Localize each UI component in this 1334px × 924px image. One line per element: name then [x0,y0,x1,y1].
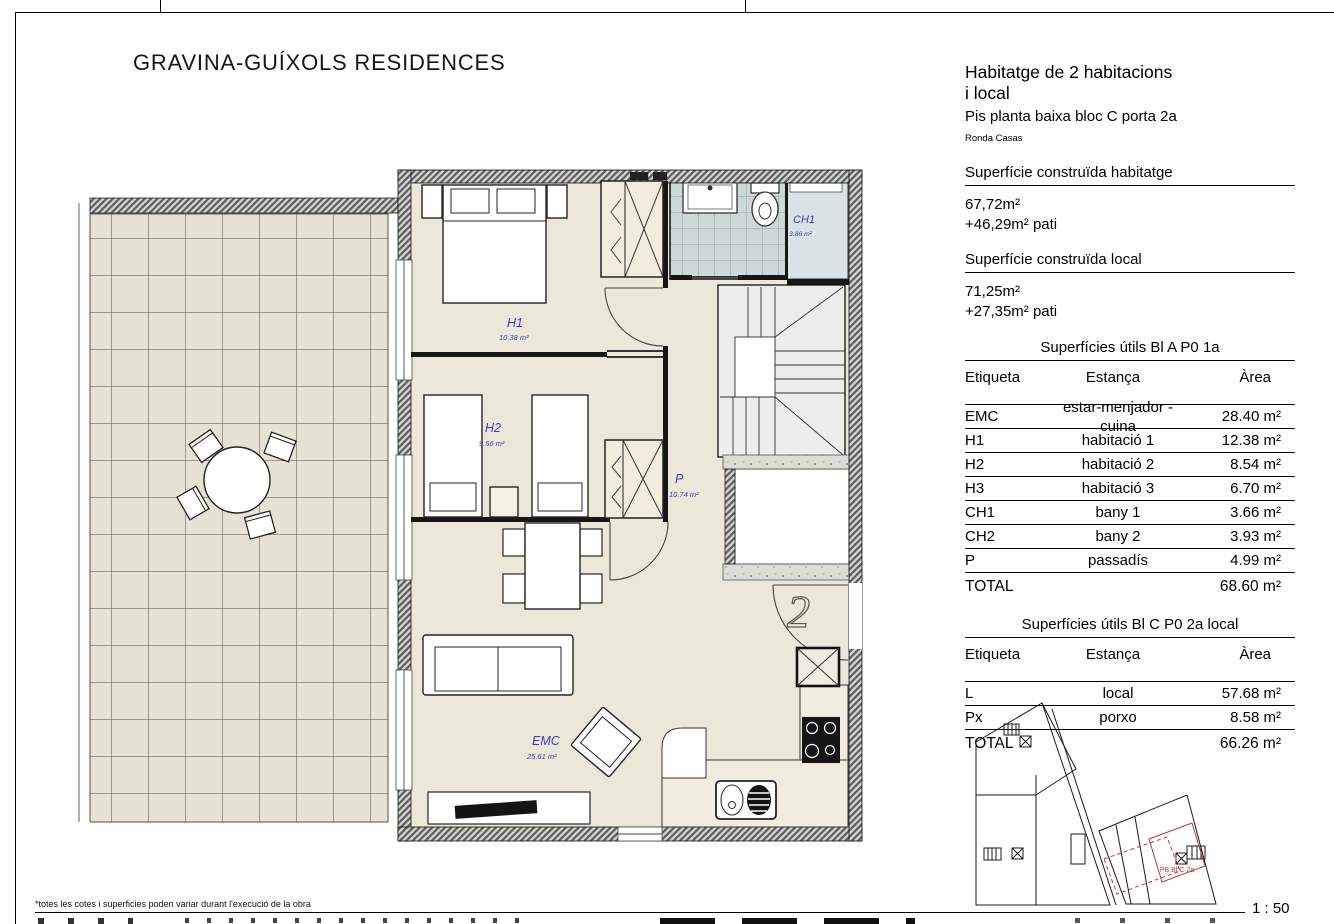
sliding-door [692,276,738,278]
pillow [538,483,582,511]
table-total-row: TOTAL 66.26 m² [965,729,1295,756]
wardrobe-h2 [605,440,663,518]
scale-label: 1 : 50 [1252,900,1290,917]
frame-tick [160,0,161,12]
concrete-wall [723,564,862,580]
table-title: Superfícies útils Bl A P0 1a [965,338,1295,361]
wall [787,279,849,285]
patio [79,198,398,822]
sink-bowl [721,785,743,815]
patio-table [204,447,270,513]
counter-end [662,728,706,778]
table-row: CH1 bany 1 3.66 m² [965,500,1295,524]
dining-table [525,523,580,609]
titleblock-cut-text [1075,918,1243,923]
unit-heading-line2: i local [965,83,1010,103]
table-row: P passadís 4.99 m² [965,548,1295,572]
areas-table-dwelling [965,338,1295,599]
chair [503,529,525,556]
pillow [430,483,476,511]
unit-heading-line1: Habitatge de 2 habitacions [965,62,1173,82]
void [735,469,849,564]
unit-subtitle: Pis planta baixa bloc C porta 2a [965,108,1177,125]
titleblock-cut-text [185,918,525,923]
neighbor-mark [630,172,648,180]
pillow [451,189,489,213]
patio-tiles [90,214,388,822]
entry-opening [849,583,862,649]
titleblock-cut-text [660,918,915,924]
nightstand [422,185,442,218]
concrete-wall [723,455,862,469]
table-row: H1 habitació 1 12.38 m² [965,428,1295,452]
site-buildings [976,703,1216,905]
table-row: H3 habitació 3 6.70 m² [965,476,1295,500]
entry-courtyard [723,455,862,580]
nightstand [547,185,567,218]
unit-address: Ronda Casas [965,133,1023,144]
site-key-plan [968,698,1240,916]
pillow [497,189,535,213]
titleblock-cut-text [38,918,133,924]
room-label-h1: H1 [507,316,523,330]
bathroom [670,181,849,285]
room-area-emc: 25.61 m² [527,752,557,761]
room-ch1 [787,181,848,279]
table-header: Etiqueta Estança Àrea [965,369,1271,386]
built-area-dwelling-label: Superfície construïda habitatge [965,163,1295,186]
page-title: GRAVINA-GUÍXOLS RESIDENCES [133,50,506,75]
floor-plan [75,165,865,845]
patio-wall [90,198,398,213]
stairwell [718,285,845,457]
table-total-row: TOTAL 68.60 m² [965,572,1295,599]
bedroom1-furniture [422,185,567,303]
built-area-local-values: 71,25m² +27,35m² pati [965,283,1058,320]
table-row: Px porxo 8.58 m² [965,705,1295,729]
wall [738,275,787,280]
site-unit-label: PB Bl C 2a [1159,867,1195,874]
nightstand [490,487,518,517]
room-area-p: 10.74 m² [669,490,699,499]
toilet [752,192,778,226]
built-area-local-label: Superfície construïda local [965,250,1295,273]
room-label-h2: H2 [485,421,501,435]
table-row: H2 habitació 2 8.54 m² [965,452,1295,476]
wall [670,275,692,280]
entry-door-number: 2 [787,586,810,637]
room-label-p: P [675,472,684,486]
chair [580,529,602,556]
room-area-ch1: 3.86 m² [789,231,813,238]
footnote: *totes les cotes i superficies poden variar durant l'execució de la obra [35,899,311,909]
table-row: CH2 bany 2 3.93 m² [965,524,1295,548]
frame-left-line [15,12,16,924]
frame-top-line [15,12,1334,13]
table-title: Superfícies útils Bl C P0 2a local [965,615,1295,638]
room-label-emc: EMC [532,734,560,748]
bottom-rule [35,912,1245,913]
table-header: Etiqueta Estança Àrea [965,646,1271,663]
room-area-h1: 10.38 m² [499,333,529,342]
shelf [790,183,842,192]
table-row: L local 57.68 m² [965,681,1295,705]
wardrobe-h1 [601,181,663,277]
room-area-h2: 9.56 m² [479,439,505,448]
wall [725,469,735,564]
built-area-dwelling-values: 67,72m² +46,29m² pati [965,196,1058,233]
wall [785,181,788,279]
room-label-ch1: CH1 [793,214,816,226]
neighbor-mark [653,172,667,180]
frame-tick [745,0,746,12]
chair [580,574,602,603]
info-panel [965,62,1295,756]
table-row: EMC estar-menjador -cuina 28.40 m² [965,404,1295,428]
chair [503,574,525,603]
